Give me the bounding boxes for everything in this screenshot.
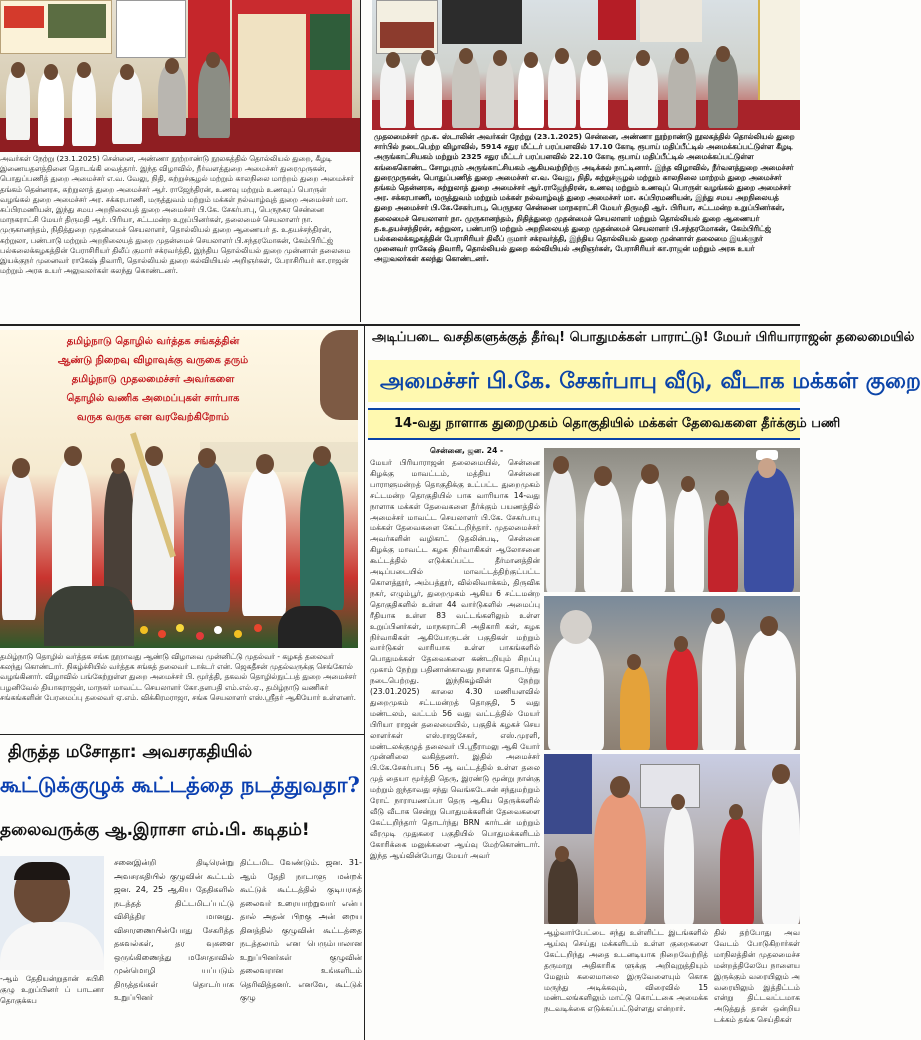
- banner-line: தமிழ்நாடு முதலமைச்சர் அவர்களை: [71, 374, 235, 385]
- vanigar-banner: [8, 332, 298, 432]
- sekarbabu-bottom-col2: ஆழ்வார்பேட்டை சந்து உள்ளிட்ட இடங்களில் ஆய்வு செய்து மக்களிடம் உள்ள குறைகளை கேட்டறிந்து அதை உடனடியாக நிறைவேற்றித் தருமாறு அதிகாரிக ளுக்கு அறிவுறுத்தியும் மேலும் கலைமாலை இருவேளையும் கொசு மருந்து அடிக்கவும், விரைவில் 15 மண்டலங்களிலும் மாட்டு கொட்டகை அமைக்க நடவடிக்கை எடுக்கப்பட்டுள்ளது என்றார்.: [544, 928, 708, 1014]
- divider: [364, 326, 365, 1040]
- divider: [0, 734, 364, 735]
- raja-kicker: திருத்த மசோதா: அவசரகதியில்: [8, 742, 253, 762]
- vanigar-caption: தமிழ்நாடு தொழில் வர்த்தக சங்க நூறாவது ஆண்டு விழாவை முன்னிட்டு முதல்வர் - கழகத் தலைவர் கலந்து கொண்டார். நிகழ்ச்சியில் வர்த்தக சங்கத் தலைவர் டாக்டர் என். ஜெகதீசன் முதல்வருக்கு செங்கோல் வழங்கினார். விழாவில் பங்கேற்றுள்ள துறை அமைச்சர் பி. மூர்த்தி, தகவல் தொழில்நுட்பத் துறை அமைச்சர் பழனிவேல் தியாகராஜன், மாநகர் மாவட்ட செயலாளர் கோ.தளபதி எம்.எல்.ஏ., தமிழ்நாடு வணிகர் சங்கங்களின் பேரமைப்பு தலைவர் ஏ.எம். விக்கிரமராஜா, சங்க செயலாளர் எஸ்.ஸ்ரீதர் ஆகியோர் உள்ளனர்.: [0, 652, 357, 702]
- photo-sekarbabu-2: [544, 596, 800, 750]
- library-right-caption: முதலமைச்சர் மு.க. ஸ்டாலின் அவர்கள் நேற்று (23.1.2025) சென்னை, அண்ணா நூற்றாண்டு நூலகத்தில் தொல்லியல் துறை சார்பில் நடைபெற்ற விழாவில், 5914 சதுர மீட்டர் பரப்பளவில் 17.10 கோடி ரூபாய் மதிப்பீட்டில் அமைக்கப்பட்டுள்ள கீழடி அருங்காட்சியகம் மற்றும் 2325 சதுர மீட்டர் பரப்பளவில் 22.10 கோடி ரூபாய் மதிப்பீட்டில் அமைக்கப்பட்டுள்ள கங்கைகொண்ட சோழபுரம் அருங்காட்சியகம் ஆகியவற்றிற்கு அடிக்கல் நாட்டினார். இந்த விழாவில், நீர்வளத்துறை அமைச்சர் துரைமுருகன், பொதுப்பணித் துறை அமைச்சர் எ.வ. வேலு, நிதி, சுற்றுச்சூழல் மற்றும் காலநிலை மாற்றம் துறை அமைச்சர் தங்கம் தென்னரசு, சுற்றுலாத் துறை அமைச்சர் ஆர்.ராஜேந்திரன், உணவு மற்றும் உணவுப் பொருள் வழங்கல் துறை அமைச்சர் அர. சக்கரபாணி, மருத்துவம் மற்றும் மக்கள் நல்வாழ்வுத் துறை அமைச்சர் மா. சுப்பிரமணியன், இந்து சமய அறநிலையத் துறை அமைச்சர் பி.கே.சேகர்பாபு, பெருநகர சென்னை மாநகராட்சி மேயர் திருமதி ஆர். பிரியா, சட்டமன்ற உறுப்பினர்கள், தலைமைச் செயலாளர் நா. முருகானந்தம், நிதித்துறை முதன்மைச் செயலாளர் மற்றும் தொல்லியல் துறை ஆணையர் த.உதயச்சந்திரன், சுற்றுலா, பண்பாடு மற்றும் அறநிலையத் துறை முதன்மைச் செயலாளர் பி.சந்தரமோகன், கேம்பிரிட்ஜ் பல்கலைக்கழகத்தின் பேராசிரியர் திலீப் குமார் சக்ரவர்த்தி, இந்திய தொல்லியல் துறை முன்னாள் தலைமை இயக்குநர் முனைவர் ராகேஷ் திவாரி, தொல்லியல் துறை கல்வியியல் அறிஞர்கள், பேராசிரியர் கா.ராஜன் மற்றும் அரசு உயர் அலுவலர்கள் கலந்து கொண்டனர்.: [374, 132, 795, 264]
- sekarbabu-body: மேயர் பிரியாராஜன் தலைமையில், சென்னை கிழக்கு மாவட்டம், மத்திய சென்னை பாராளுமன்றத் தொகுதிக்கு உட்பட்ட துறைமுகம் சட்டமன்ற தொகுதியில் பாக வாரியாக 14-வது நாளாக மக்கள் தேவைகளை தீர்க்கும் பயணத்தில் அமைச்சர் மாவட்ட செயலாளர் பி.கே. சேகர்பாபு மக்கள் தேவைகளை கேட்டறிந்தார். முதலமைச்சர் அவர்களின் வழிகாட் டுதலின்படி, சென்னை கிழக்கு மாவட்ட கழக நிர்வாகிகள் ஆலோசனை கூட்டத்தில் எடுக்கப்பட்ட தீர்மானத்தின் அடிப்படையில் மாவட்டத்திற்குட்பட்ட கொளத்தூர், அம்பத்தூர், வில்லிவாக்கம், திருவிக நகர், எழும்பூர், துறைமுகம் ஆகிய 6 சட்டமன்ற தொகுதிகளில் உள்ள 44 வார்டுகளில் அமைப்பு ரீதியாக உள்ள 83 வட்டங்களிலும் உள்ள உறுப்பினர்கள், மாநகராட்சி அதிகாரி கள், கழக நிர்வாகிகள் ஆகியோருடன் பகுதிகள் மற்றும் வார்டுகள் வாரியாக உள்ள பாகங்களில் பொதுமக்கள் தேவைகளை கண்டறியும் சிறப்பு முகாம் நேற்று பதினான்காவது நாளாக தொடர்ந்து நடைபெற்றது. இந்நிகழ்வின் நேற்று (23.01.2025) காலை 4.30 மணியளவில் துறைமுகம் சட்டமன்றத் தொகுதி, 5 வது மண்டலம், வட்டம் 56 வது வட்டத்தில் மேயர் பிரியா ராஜன் தலைமையில், பகுதிக் கழகச் செய லாளர்கள் எஸ்.ராஜசேகர், எஸ்.முரளி, மண்டலக்குழுத் தலைவர் பி.ஸ்ரீராமலு ஆகி யோர் முன்னிலை வகித்தனர். இதில் அமைச்சர் பி.கே.சேகர்பாபு 56 ஆ வட்டத்தில் உள்ள தலை முத் தையா மூர்த்தி தெரு, இரண்டு மூன்று நான்கு மற்றும் ஐந்தாவது சந்து வெங்கடேசன் சந்துமற்றும் ரோட் நாராயணப்பா தெரு ஆகிய தெருக்களில் வீடு வீடாக சென்று பொதுமக்களின் தேவைகளை கேட்டறிந்தார் தொடர்ந்து BRN கார்டன் மற்றும் வீரமுடி முதுகரை பகுதியில் பொதுமக்களிடம் கோரிக்கை மனுக்களை ஆய்வு மேற்கொண்டார். இந்த ஆய்வின்போது மேயர் அவர்: [370, 458, 540, 860]
- raja-subhead: தலைவருக்கு ஆ.இராசா எம்.பி. கடிதம்!: [0, 820, 310, 840]
- photo-library-event-right: [372, 0, 800, 130]
- library-left-caption: அவர்கள் நேற்று (23.1.2025) சென்னை, அண்ணா நூற்றாண்டு நூலகத்தில் தொல்லியல் துறை, கீழடி இணையதளத்தினை தொடங்கி வைத்தார். இந்த விழாவில், நீர்வளத்துறை அமைச்சர் துரைமுருகன், பொதுப்பணித் துறை அமைச்சர் எ.வ. வேலு, நிதி, சுற்றுச்சூழல் மற்றும் காலநிலை மாற்றம் துறை அமைச்சர் தங்கம் தென்னரசு, சுற்றுலாத் துறை அமைச்சர் ஆர். ராஜேந்திரன், உணவு மற்றும் உணவுப் பொருள் வழங்கல் துறை அமைச்சர் அர. சக்கரபாணி, மருத்துவம் மற்றும் மக்கள் நல்வாழ்வுத் துறை அமைச்சர் மா. சுப்பிரமணியன், இந்து சமய அறநிலையத் துறை அமைச்சர் பி.கே. சேகர்பாபு, பெருநகர சென்னை மாநகராட்சி மேயர் திருமதி ஆர். பிரியா, சட்டமன்ற உறுப்பினர்கள், தலைமைச் செயலாளர் நா. முருகானந்தம், நிதித்துறை முதன்மைச் செயலாளர், தொல்லியல் துறை ஆணையர் த. உதயச்சந்திரன், சுற்றுலா, பண்பாடு மற்றும் அறநிலையத் துறை முதன்மைச் செயலாளர் பி.சந்தரமோகன், கேம்பிரிட்ஜ் பல்கலைக்கழகத்தின் பேராசிரியர் திலீப் குமார் சக்ரவர்த்தி, இந்திய தொல்லியல் துறை முன்னாள் தலைமை இயக்குநர் முனைவர் ராகேஷ் திவாரி, தொல்லியல் துறை கல்வியியல் அறிஞர்கள், பேராசிரியர் கா.ராஜன் மற்றும் அரசு உயர் அலுவலர்கள் கலந்து கொண்டனர்.: [0, 154, 354, 276]
- banner-line: தமிழ்நாடு தொழில் வர்த்தக சங்கத்தின்: [66, 336, 240, 347]
- story-library-right: [372, 0, 800, 322]
- sekarbabu-headline: அமைச்சர் பி.கே. சேகர்பாபு வீடு, வீடாக மக்கள் குறை: [368, 360, 800, 402]
- sekarbabu-dateline: சென்னை, ஜன. 24 -: [430, 446, 504, 455]
- divider: [0, 324, 800, 326]
- story-library-left: [0, 0, 362, 322]
- banner-line: ஆண்டு நிறைவு விழாவுக்கு வருகை தரும்: [57, 355, 249, 366]
- sekarbabu-kicker: அடிப்படை வசதிகளுக்குத் தீர்வு! பொதுமக்கள் பாராட்டு! மேயர் பிரியாராஜன் தலைமையில்: [372, 330, 915, 345]
- raja-portrait: [0, 856, 104, 970]
- camera-operator: [44, 586, 134, 646]
- photo-library-event-left: [0, 0, 360, 152]
- photo-sekarbabu-1: [544, 448, 800, 592]
- photographer: [278, 606, 342, 648]
- raja-left-fragment: -ஆம் தேதியன்றுதான் சுபிசி குழு உறுப்பினர் ப் பாடனா தொகுக்கப: [0, 974, 104, 1005]
- raja-col2: திட்டமிட வேண்டும். ஜன. 31-ஆம் தேதி நாடாளு மன்றக் கூட்டுக் கூட்டத்தில் குடியரசுத் தலைவர் உரையாற்றுவார் என்ப தால் அதன் பிறகு அன் றைய தினத்தில் குழுவின் கூட்டத்தை நடத்தலாம் என பெரும்பாலான உறுப்பினர்கள் குழுவின் தலைவரான உங்களிடம் தெரிவித்தனர். எனவே, கூட்டுக் குழு: [240, 858, 362, 1002]
- sekarbabu-bottom-col3: தில் தற்போது அவ வேடம் போடுகிறார்கள் மாநிலத்தின் முதலமைச்ச மன்றத்திலேயே நாளைய இருக்கும் வரையிலும் அ வரையிலும் இத்திட்டம் என்று திட்டவட்டமாக அடுத்துத் தான் ஒன்றிய டக்கம் தங்க செய்திகள்: [714, 928, 800, 1025]
- portrait-cutout: [320, 330, 358, 420]
- divider: [360, 0, 361, 322]
- sekarbabu-subhead: 14-வது நாளாக துறைமுகம் தொகுதியில் மக்கள் தேவைகளை தீர்க்கும் பணி: [368, 408, 800, 440]
- story-raja: [0, 738, 364, 1040]
- raja-col1: சனைஇன்றி திடிரென்று அவசரகதியில் குழுவின் கூட்டம் ஜன. 24, 25 ஆகிய தேதிகளில் நடத்தத் திட்டமிடப்பட்டு விசித்திர மானது. விசாரணையின்போது சேகரித்த தகவல்கள், தர வுகளை ஒருங்கிணைத்து மசோதாவில் முன்மொழி யப்படும் திருத்தங்கள் தொடர்பாக உறுப்பினர்: [114, 858, 234, 1002]
- raja-headline: கூட்டுக்குழுக் கூட்டத்தை நடத்துவதா?: [0, 772, 360, 797]
- banner-line: தொழில் வணிக அமைப்புகள் சார்பாக: [66, 393, 240, 404]
- photo-sekarbabu-3: [544, 754, 800, 924]
- story-sekarbabu: [368, 328, 921, 1040]
- photo-vanigar-event: [0, 330, 358, 648]
- banner-line: வருக வருக என வரவேற்கிறோம்: [77, 412, 229, 423]
- story-vanigar: [0, 330, 362, 732]
